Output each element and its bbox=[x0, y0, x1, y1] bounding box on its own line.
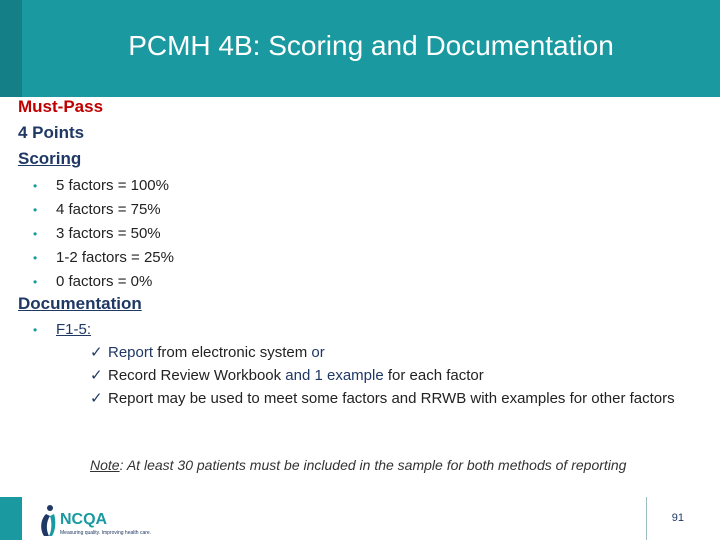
list-item bbox=[33, 224, 174, 248]
bullet-icon: • bbox=[33, 203, 38, 217]
slide-title: PCMH 4B: Scoring and Documentation bbox=[128, 30, 614, 61]
documentation-checklist bbox=[90, 343, 700, 412]
list-item bbox=[33, 272, 174, 296]
scoring-heading: Scoring bbox=[18, 149, 82, 168]
scoring-item: 3 factors = 50% bbox=[56, 225, 161, 242]
scoring-item: 4 factors = 75% bbox=[56, 201, 161, 218]
factors-label: F1-5: bbox=[56, 321, 92, 338]
bullet-icon: • bbox=[33, 227, 38, 241]
check-text-part: from electronic system bbox=[153, 344, 312, 361]
check-text-part: Record Review Workbook bbox=[108, 367, 286, 384]
check-text-part: or bbox=[311, 344, 325, 361]
checkmark-icon: ✓ bbox=[90, 367, 103, 384]
footer-accent-bar bbox=[0, 497, 22, 540]
checkmark-icon: ✓ bbox=[90, 390, 103, 407]
scoring-item: 0 factors = 0% bbox=[56, 273, 153, 290]
list-item bbox=[33, 200, 174, 224]
factors-line bbox=[33, 320, 92, 340]
title-accent bbox=[0, 0, 22, 97]
logo-wordmark: NCQA bbox=[60, 511, 108, 528]
bullet-icon: • bbox=[33, 275, 38, 289]
note-paragraph bbox=[90, 456, 690, 475]
note-label: Note bbox=[90, 457, 120, 473]
documentation-heading: Documentation bbox=[18, 294, 142, 313]
footer-divider bbox=[646, 497, 647, 540]
scoring-item: 1-2 factors = 25% bbox=[56, 249, 174, 266]
checkmark-icon: ✓ bbox=[90, 344, 103, 361]
list-item bbox=[33, 176, 174, 200]
bullet-icon: • bbox=[33, 179, 38, 193]
list-item bbox=[90, 389, 700, 409]
page-number: 91 bbox=[671, 512, 684, 524]
check-text-part: Report bbox=[108, 344, 154, 361]
bullet-icon: • bbox=[33, 251, 38, 265]
must-pass-label: Must-Pass bbox=[18, 97, 104, 116]
scoring-list bbox=[33, 176, 174, 296]
bullet-icon: • bbox=[33, 323, 38, 337]
list-item bbox=[90, 343, 700, 363]
check-text-part: for each factor bbox=[383, 367, 484, 384]
check-text-part: Report may be used to meet some factors and RRWB with examples for other factors bbox=[108, 390, 675, 407]
check-text-part: and 1 example bbox=[285, 367, 384, 384]
points-label: 4 Points bbox=[18, 123, 85, 142]
note-text: : At least 30 patients must be included in the sample for both methods of reporting bbox=[119, 457, 627, 473]
title-bar bbox=[0, 0, 720, 97]
scoring-item: 5 factors = 100% bbox=[56, 177, 169, 194]
list-item bbox=[90, 366, 700, 386]
list-item bbox=[33, 248, 174, 272]
ncqa-logo bbox=[34, 500, 152, 540]
logo-tagline: Measuring quality. Improving health care. bbox=[60, 530, 152, 536]
